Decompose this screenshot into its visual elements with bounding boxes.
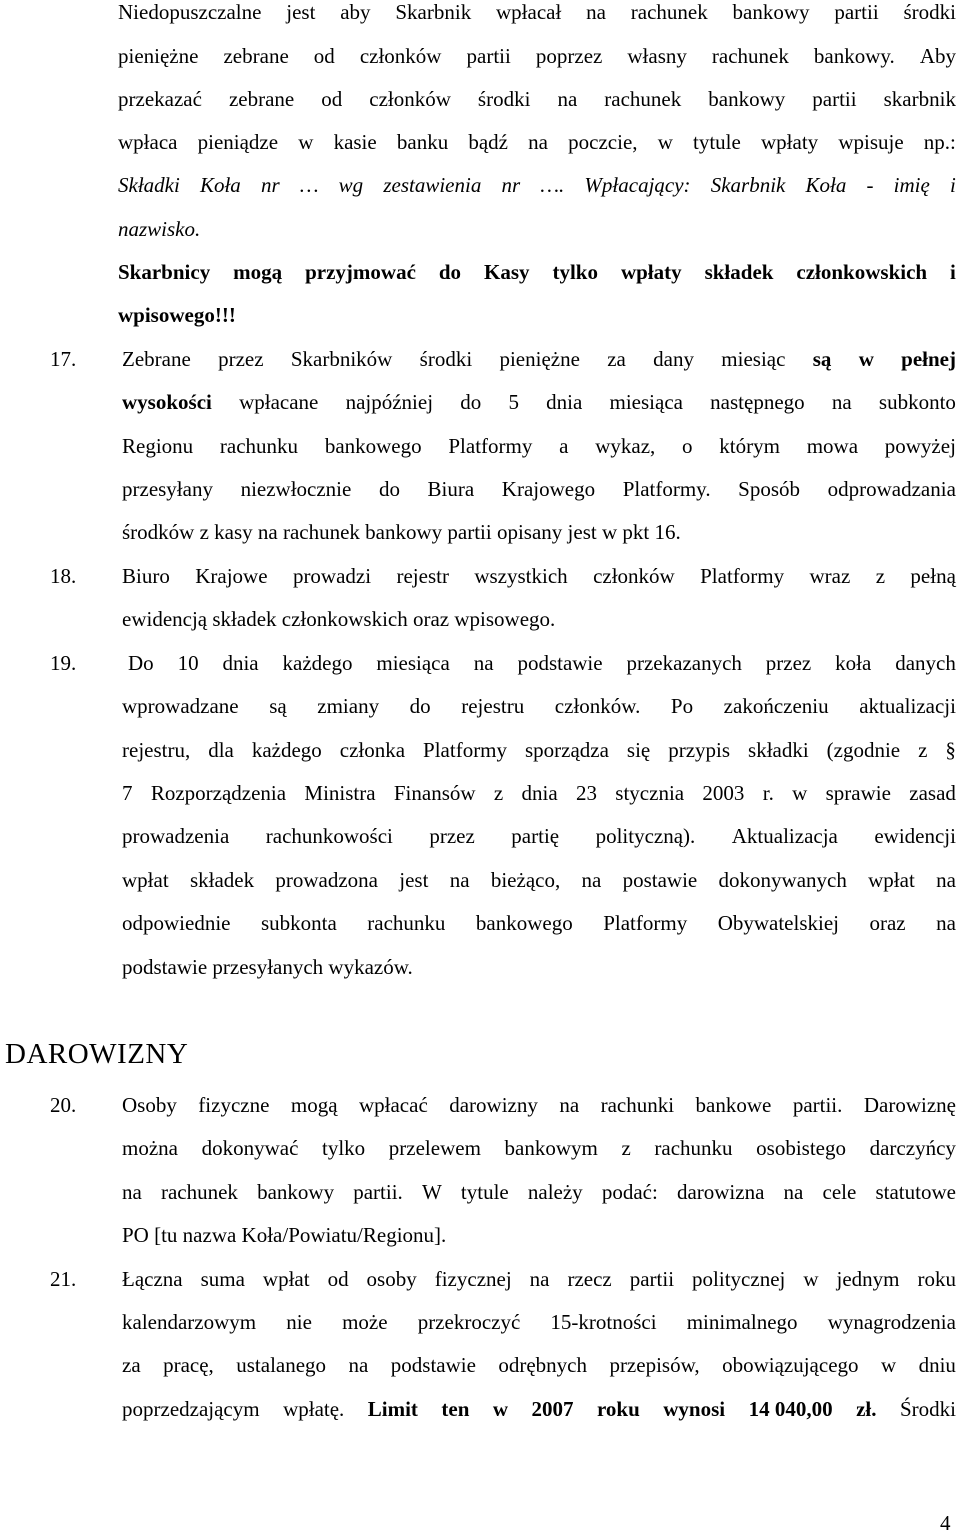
word: nr <box>260 173 280 197</box>
word: Regionu <box>122 434 194 458</box>
word: przekroczyć <box>417 1310 521 1334</box>
word: wpisuje <box>838 130 904 154</box>
word: na <box>586 0 606 24</box>
word: dla <box>208 738 234 762</box>
word: przez <box>218 347 264 371</box>
word: którym <box>719 434 780 458</box>
word: mogą <box>233 260 283 284</box>
word: z <box>621 1136 631 1160</box>
word: środki <box>903 0 956 24</box>
word: pieniądze <box>197 130 279 154</box>
word: rachunku <box>219 434 299 458</box>
word: dnia <box>521 781 558 805</box>
word: na <box>783 1180 804 1204</box>
word: powyżej <box>884 434 956 458</box>
word: …. <box>540 173 565 197</box>
point-18-line-2: ewidencją składek członkowskich oraz wpisowego. <box>122 607 556 631</box>
word: przypis <box>668 738 731 762</box>
word: dnia <box>546 390 583 414</box>
word: Ministra <box>304 781 376 805</box>
word: ten <box>441 1397 470 1421</box>
word: Skarbników <box>290 347 393 371</box>
word: tylko <box>322 1136 366 1160</box>
word: Niedopuszczalne <box>118 0 262 24</box>
word: zł. <box>856 1397 877 1421</box>
word: bieżąco, <box>490 868 561 892</box>
word: od <box>327 1267 349 1291</box>
word: banku <box>396 130 449 154</box>
word: Obywatelskiej <box>717 911 839 935</box>
word: partii. <box>353 1180 403 1204</box>
word: pieniężne <box>118 44 199 68</box>
word: za <box>122 1353 141 1377</box>
word: w <box>657 130 673 154</box>
word: bądź <box>468 130 509 154</box>
word: wpłat <box>262 1267 310 1291</box>
word: 5 <box>508 390 519 414</box>
word: poprzedzającym <box>122 1397 260 1421</box>
word: składek <box>189 868 255 892</box>
word: aktualizacji <box>859 694 956 718</box>
word: Platformy. <box>622 477 711 501</box>
word: rejestru <box>461 694 525 718</box>
word: wpłaty <box>620 260 682 284</box>
word: rejestr <box>396 564 449 588</box>
word: środki <box>477 87 531 111</box>
point-20-line-4: PO [tu nazwa Koła/Powiatu/Regionu]. <box>122 1223 447 1247</box>
word: wpłacane <box>239 390 319 414</box>
word: wpłat <box>122 868 169 892</box>
word: bankowe <box>695 1093 772 1117</box>
word: partii. <box>792 1093 843 1117</box>
word: aby <box>340 0 371 24</box>
word: 2003 <box>702 781 745 805</box>
word: np.: <box>923 130 956 154</box>
word: koła <box>835 651 872 675</box>
point-21-line-1 <box>122 1269 956 1290</box>
word: nie <box>286 1310 312 1334</box>
word: Zebrane <box>122 347 191 371</box>
word: rejestru, <box>122 738 191 762</box>
word: w <box>858 347 874 371</box>
word: każdego <box>282 651 353 675</box>
word: wysokości <box>122 390 212 414</box>
point-21-line-2 <box>122 1312 956 1333</box>
word: prowadzona <box>275 868 378 892</box>
point-18-line-1 <box>122 566 956 587</box>
word: Skarbnik <box>710 173 786 197</box>
word: przepisów, <box>609 1353 700 1377</box>
word: za <box>607 347 626 371</box>
word: oraz <box>869 911 906 935</box>
word: przekazać <box>118 87 202 111</box>
word: nr <box>501 173 521 197</box>
word: wpłaty <box>761 130 819 154</box>
word: … <box>299 173 319 197</box>
word: skarbnik <box>883 87 956 111</box>
word: Platformy <box>700 564 785 588</box>
word: bankowego <box>475 911 573 935</box>
word: wszystkich <box>474 564 568 588</box>
word: Łączna <box>122 1267 183 1291</box>
word: partii <box>466 44 511 68</box>
word: kasie <box>333 130 377 154</box>
word: pieniężne <box>499 347 580 371</box>
word: Do <box>128 651 154 675</box>
word: danych <box>895 651 956 675</box>
word: stycznia <box>615 781 685 805</box>
word: można <box>122 1136 178 1160</box>
word: obowiązującego <box>722 1353 859 1377</box>
word: przekazanych <box>626 651 742 675</box>
word: rachunkowości <box>265 824 393 848</box>
intro-line-6: nazwisko. <box>118 217 201 241</box>
word: Składki <box>118 173 180 197</box>
word: bankowym <box>504 1136 598 1160</box>
word: 10 <box>177 651 199 675</box>
word: zmiany <box>317 694 380 718</box>
word: podstawie <box>517 651 603 675</box>
point-number: 21. <box>50 1267 77 1291</box>
word: subkonta <box>260 911 337 935</box>
word: składki <box>748 738 809 762</box>
word: wpłatę. <box>283 1397 345 1421</box>
point-17-line-1 <box>122 349 956 370</box>
word: wg <box>338 173 364 197</box>
word: wpłacać <box>358 1093 428 1117</box>
word: do <box>460 390 482 414</box>
word: środki <box>419 347 473 371</box>
word: wynosi <box>663 1397 726 1421</box>
word: do <box>409 694 431 718</box>
word: ewidencji <box>874 824 956 848</box>
word: dnia <box>222 651 259 675</box>
word: dany <box>653 347 694 371</box>
word: bankowy <box>708 87 786 111</box>
word: Kasy <box>484 260 530 284</box>
word: suma <box>200 1267 245 1291</box>
word: postawie <box>622 868 698 892</box>
point-19-line-1 <box>128 653 956 674</box>
word: jest <box>399 868 429 892</box>
word: partii <box>834 0 879 24</box>
point-17-line-3 <box>122 436 956 457</box>
word: roku <box>917 1267 956 1291</box>
word: w <box>880 1353 897 1377</box>
word: w <box>298 130 314 154</box>
word: odprowadzania <box>827 477 956 501</box>
word: na <box>348 1353 369 1377</box>
point-17-line-4 <box>122 479 956 500</box>
word: bankowego <box>324 434 422 458</box>
word: tytule <box>460 1180 509 1204</box>
word: i <box>949 173 956 197</box>
word: w <box>492 1397 509 1421</box>
point-19-line-4 <box>122 783 956 804</box>
word: z <box>493 781 504 805</box>
word: a <box>559 434 569 458</box>
word: odpowiednie <box>122 911 231 935</box>
word: na <box>581 868 602 892</box>
point-20-line-2 <box>122 1138 956 1159</box>
word: własny <box>627 44 687 68</box>
word: wpłacał <box>496 0 562 24</box>
word: Limit <box>367 1397 418 1421</box>
word: na <box>528 130 548 154</box>
word: o <box>682 434 693 458</box>
point-number: 18. <box>50 564 77 588</box>
point-19-line-7 <box>122 913 956 934</box>
word: imię <box>893 173 930 197</box>
word: jest <box>286 0 316 24</box>
word: na <box>559 1093 580 1117</box>
intro-line-3 <box>118 89 956 110</box>
word: każdego <box>251 738 322 762</box>
word: darowizny <box>449 1093 538 1117</box>
word: może <box>342 1310 388 1334</box>
word: Osoby <box>122 1093 177 1117</box>
word: na <box>936 868 956 892</box>
word: członków <box>369 87 451 111</box>
point-20-line-3 <box>122 1182 956 1203</box>
intro-line-7 <box>118 262 956 283</box>
word: od <box>321 87 343 111</box>
word: Aktualizacja <box>731 824 838 848</box>
word: minimalnego <box>686 1310 798 1334</box>
word: zebrane <box>223 44 289 68</box>
word: wpłat <box>868 868 915 892</box>
word: polityczną). <box>595 824 696 848</box>
word: Aby <box>919 44 956 68</box>
point-21-line-4 <box>122 1399 956 1420</box>
word: dniu <box>918 1353 956 1377</box>
word: Skarbnik <box>395 0 472 24</box>
point-19-line-3 <box>122 740 956 761</box>
word: statutowe <box>875 1180 956 1204</box>
word: niezwłocznie <box>240 477 352 501</box>
word: przelewem <box>388 1136 481 1160</box>
word: rachunek <box>604 87 682 111</box>
intro-line-2 <box>118 46 956 67</box>
word: bankowy. <box>813 44 895 68</box>
word: na <box>557 87 578 111</box>
word: na <box>449 868 470 892</box>
word: rzecz <box>567 1267 612 1291</box>
point-17-line-5: środków z kasy na rachunek bankowy partii opisany jest w pkt 16. <box>122 520 681 544</box>
word: składek <box>704 260 774 284</box>
word: Platformy <box>603 911 688 935</box>
word: (zgodnie <box>826 738 901 762</box>
word: zakończeniu <box>723 694 829 718</box>
word: przesyłany <box>122 477 213 501</box>
word: subkonto <box>878 390 956 414</box>
point-number: 17. <box>50 347 77 371</box>
word: Rozporządzenia <box>150 781 287 805</box>
intro-line-5 <box>118 175 956 196</box>
word: bankowy <box>257 1180 335 1204</box>
word: partię <box>511 824 560 848</box>
word: na <box>529 1267 550 1291</box>
word: tytule <box>693 130 741 154</box>
word: należy <box>527 1180 583 1204</box>
word: prowadzi <box>292 564 372 588</box>
word: Koła <box>199 173 241 197</box>
word: 15-krotności <box>550 1310 657 1334</box>
word: od <box>313 44 335 68</box>
word: miesiąca <box>376 651 450 675</box>
word: Platformy <box>423 738 508 762</box>
word: Platformy <box>448 434 533 458</box>
word: i <box>950 260 956 284</box>
section-heading: DAROWIZNY <box>5 1038 189 1070</box>
word: Krajowego <box>501 477 596 501</box>
point-19-line-5 <box>122 826 956 847</box>
word: przyjmować <box>305 260 416 284</box>
word: wpłaca <box>118 130 178 154</box>
word: rachunku <box>654 1136 733 1160</box>
word: na <box>831 390 852 414</box>
word: kalendarzowym <box>122 1310 257 1334</box>
word: rachunek <box>160 1180 238 1204</box>
word: wprowadzane <box>122 694 239 718</box>
point-21-line-3 <box>122 1355 956 1376</box>
word: podstawie <box>390 1353 476 1377</box>
word: Darowiznę <box>863 1093 956 1117</box>
word: Biuro <box>122 564 170 588</box>
word: zebrane <box>228 87 295 111</box>
word: Środki <box>899 1397 956 1421</box>
word: rachunek <box>630 0 708 24</box>
intro-line-1 <box>118 2 956 23</box>
word: mogą <box>290 1093 338 1117</box>
word: do <box>378 477 400 501</box>
word: pełnej <box>901 347 956 371</box>
word: się <box>626 738 651 762</box>
word: wraz <box>809 564 851 588</box>
word: na <box>122 1180 142 1204</box>
word: r. <box>762 781 774 805</box>
word: w <box>803 1267 819 1291</box>
word: jednym <box>836 1267 900 1291</box>
word: zestawienia <box>383 173 482 197</box>
word: są <box>269 694 287 718</box>
word: rachunek <box>711 44 789 68</box>
word: członka <box>339 738 406 762</box>
word: roku <box>596 1397 640 1421</box>
word: partii <box>629 1267 675 1291</box>
word: § <box>945 738 956 762</box>
word: darczyńcy <box>869 1136 956 1160</box>
word: w <box>792 781 808 805</box>
word: 14 040,00 <box>748 1397 833 1421</box>
word: są <box>812 347 832 371</box>
word: członkowskich <box>796 260 928 284</box>
word: wykaz, <box>595 434 656 458</box>
word: poczcie, <box>568 130 638 154</box>
word: osobistego <box>756 1136 846 1160</box>
intro-line-8: wpisowego!!! <box>118 303 236 327</box>
word: z <box>875 564 886 588</box>
point-number: 20. <box>50 1093 77 1117</box>
word: dokonywanych <box>718 868 847 892</box>
word: mowa <box>806 434 859 458</box>
word: najpóźniej <box>345 390 434 414</box>
word: Skarbnicy <box>118 260 211 284</box>
word: poprzez <box>535 44 603 68</box>
word: darowizna <box>676 1180 765 1204</box>
word: wynagrodzenia <box>827 1310 956 1334</box>
word: prowadzenia <box>122 824 230 848</box>
word: pełną <box>910 564 956 588</box>
word: dokonywać <box>201 1136 299 1160</box>
word: członków. <box>554 694 641 718</box>
word: osoby <box>366 1267 417 1291</box>
word: tylko <box>552 260 598 284</box>
word: miesiąca <box>609 390 683 414</box>
word: bankowy <box>732 0 810 24</box>
point-20-line-1 <box>122 1095 956 1116</box>
word: Biura <box>427 477 475 501</box>
word: miesiąc <box>721 347 786 371</box>
point-19-line-6 <box>122 870 956 891</box>
word: do <box>438 260 462 284</box>
word: członków <box>593 564 675 588</box>
word: cele <box>822 1180 857 1204</box>
point-19-line-2 <box>122 696 956 717</box>
word: W <box>421 1180 442 1204</box>
word: zasad <box>909 781 956 805</box>
word: na <box>936 911 956 935</box>
word: fizycznej <box>434 1267 512 1291</box>
word: 23 <box>575 781 597 805</box>
word: przez <box>429 824 475 848</box>
word: Po <box>670 694 694 718</box>
word: podać: <box>601 1180 658 1204</box>
word: politycznej <box>692 1267 786 1291</box>
word: następnego <box>710 390 805 414</box>
word: - <box>866 173 874 197</box>
point-17-line-2 <box>122 392 956 413</box>
word: fizyczne <box>198 1093 270 1117</box>
word: Wpłacający: <box>584 173 691 197</box>
word: odrębnych <box>498 1353 587 1377</box>
word: pracę, <box>163 1353 214 1377</box>
word: rachunku <box>367 911 446 935</box>
page-number: 4 <box>940 1511 951 1535</box>
word: rachunki <box>600 1093 675 1117</box>
word: z <box>918 738 928 762</box>
point-number: 19. <box>50 651 77 675</box>
word: ustalanego <box>236 1353 327 1377</box>
word: przez <box>765 651 812 675</box>
word: Koła <box>805 173 847 197</box>
word: członków <box>359 44 442 68</box>
word: 7 <box>122 781 133 805</box>
word: partii <box>812 87 857 111</box>
word: Krajowe <box>195 564 268 588</box>
intro-line-4 <box>118 132 956 153</box>
word: na <box>473 651 494 675</box>
word: sprawie <box>825 781 891 805</box>
word: Finansów <box>393 781 476 805</box>
word: Sposób <box>738 477 801 501</box>
word: sporządza <box>525 738 609 762</box>
word: 2007 <box>531 1397 574 1421</box>
point-19-line-8: podstawie przesyłanych wykazów. <box>122 955 413 979</box>
